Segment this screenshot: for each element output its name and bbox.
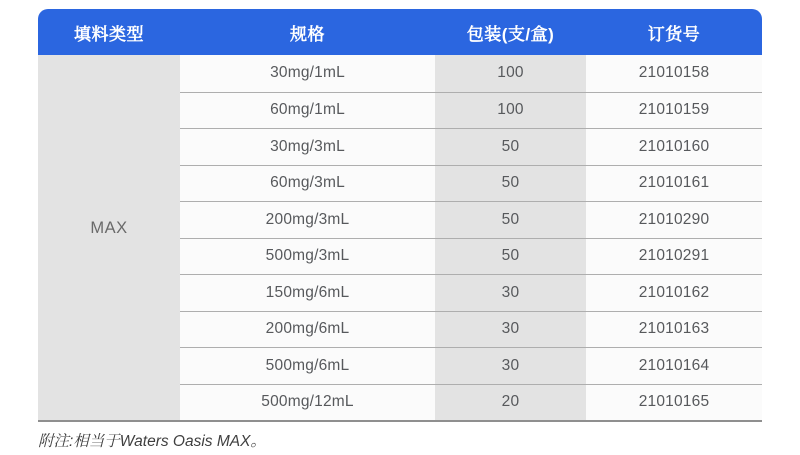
table-row (180, 165, 762, 202)
pack-cell: 50 (435, 129, 586, 165)
column-header-specification: 规格 (290, 24, 325, 44)
order-cell: 21010161 (586, 166, 762, 202)
table-header-row (38, 9, 762, 55)
table-row (180, 128, 762, 165)
spec-cell: 200mg/6mL (180, 312, 435, 348)
table-row (180, 347, 762, 384)
pack-cell: 50 (435, 202, 586, 238)
spec-cell: 30mg/3mL (180, 129, 435, 165)
table-row (180, 238, 762, 275)
filler-type-merged-cell: MAX (38, 55, 180, 420)
pack-cell: 50 (435, 239, 586, 275)
spec-cell: 60mg/1mL (180, 93, 435, 129)
pack-cell: 100 (435, 55, 586, 92)
order-cell: 21010162 (586, 275, 762, 311)
spec-cell: 200mg/3mL (180, 202, 435, 238)
table-row (180, 274, 762, 311)
order-cell: 21010158 (586, 55, 762, 92)
pack-cell: 50 (435, 166, 586, 202)
pack-cell: 30 (435, 275, 586, 311)
spec-cell: 30mg/1mL (180, 55, 435, 92)
spec-cell: 500mg/6mL (180, 348, 435, 384)
pack-cell: 20 (435, 385, 586, 421)
table-row (180, 201, 762, 238)
order-cell: 21010291 (586, 239, 762, 275)
table-row (180, 55, 762, 92)
spec-cell: 500mg/3mL (180, 239, 435, 275)
spec-cell: 60mg/3mL (180, 166, 435, 202)
column-header-filler-type: 填料类型 (74, 24, 144, 44)
order-cell: 21010163 (586, 312, 762, 348)
pack-cell: 30 (435, 348, 586, 384)
table-row (180, 311, 762, 348)
pack-cell: 30 (435, 312, 586, 348)
order-cell: 21010159 (586, 93, 762, 129)
order-cell: 21010160 (586, 129, 762, 165)
table-body (38, 55, 762, 422)
table-rows (180, 55, 762, 420)
spec-cell: 500mg/12mL (180, 385, 435, 421)
order-cell: 21010290 (586, 202, 762, 238)
product-table (38, 9, 762, 422)
spec-cell: 150mg/6mL (180, 275, 435, 311)
order-cell: 21010165 (586, 385, 762, 421)
table-row (180, 92, 762, 129)
pack-cell: 100 (435, 93, 586, 129)
footnote: 附注:相当于Waters Oasis MAX。 (38, 433, 266, 450)
column-header-packaging: 包装(支/盒) (466, 24, 555, 44)
column-header-order-number: 订货号 (647, 24, 701, 44)
table-row (180, 384, 762, 421)
order-cell: 21010164 (586, 348, 762, 384)
